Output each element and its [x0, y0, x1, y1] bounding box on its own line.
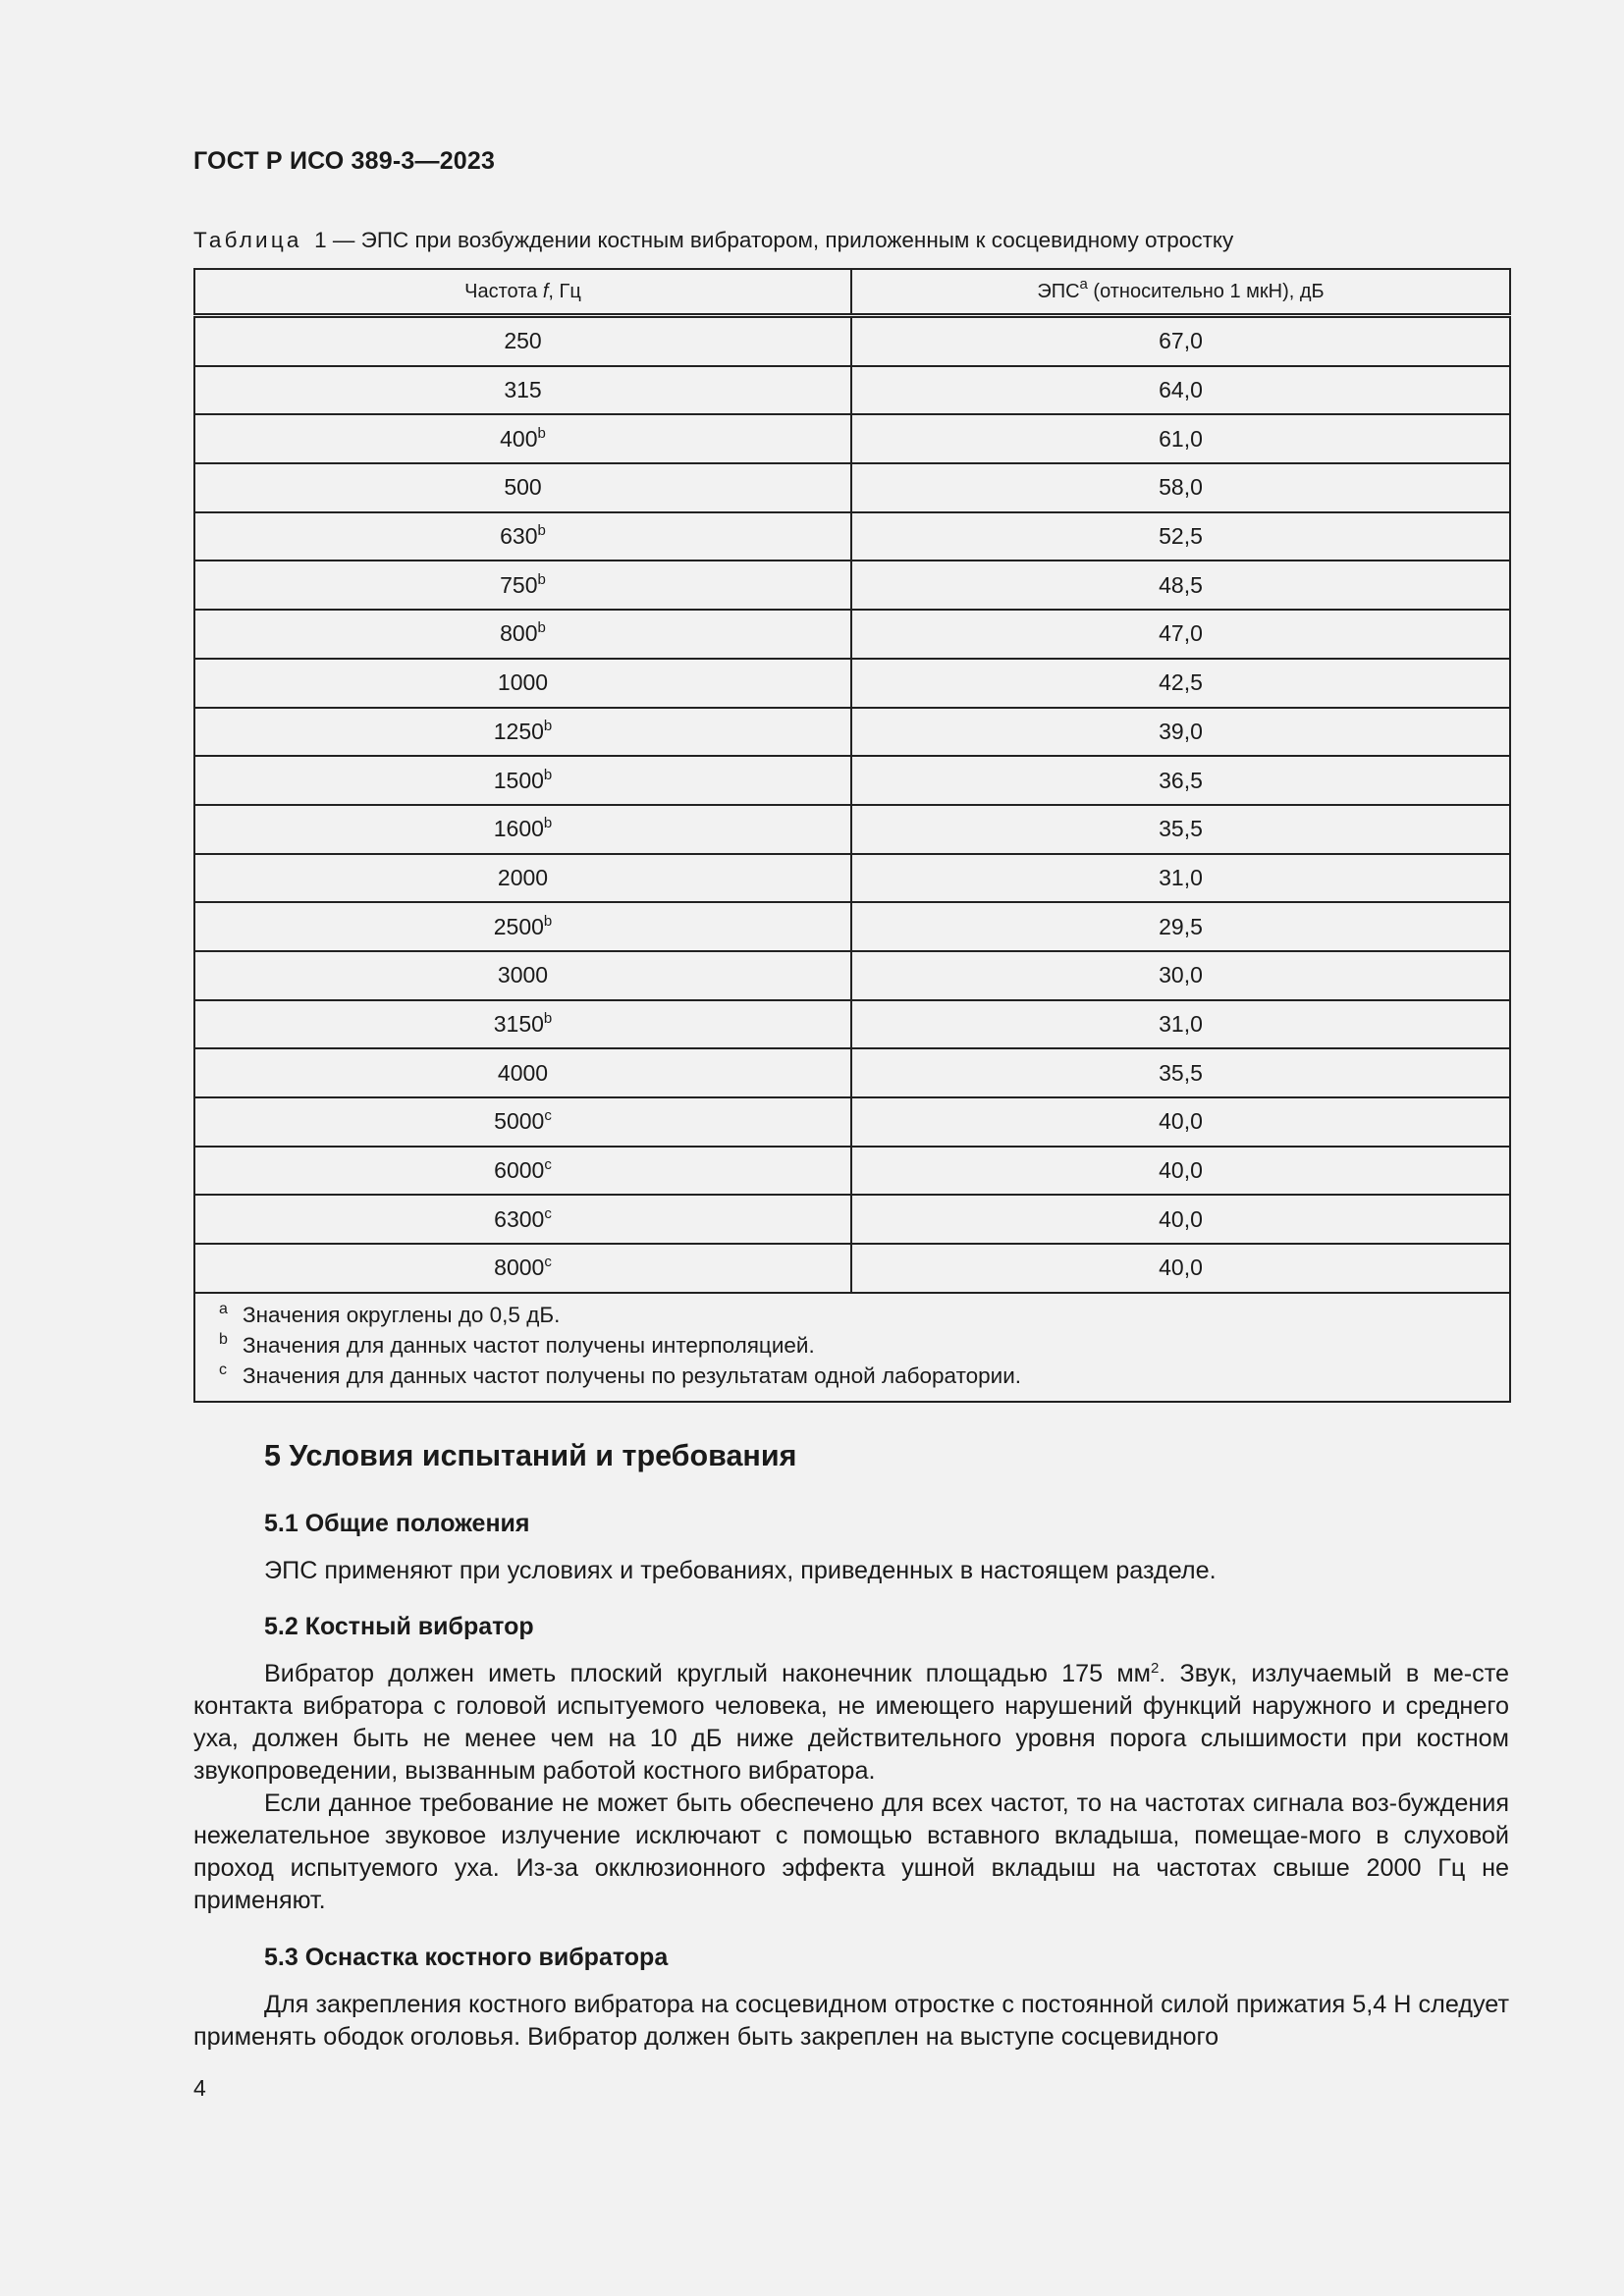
- table-row: [194, 659, 1510, 708]
- eps-value: 39,0: [1159, 718, 1203, 744]
- subsection-5-3-title: 5.3 Оснастка костного вибратора: [264, 1944, 669, 1971]
- eps-value-cell: [851, 512, 1510, 561]
- table-body: [194, 316, 1510, 1293]
- frequency-value: 2500: [493, 913, 544, 939]
- eps-value-cell: [851, 1000, 1510, 1049]
- eps-value: 48,5: [1159, 571, 1203, 598]
- table-row: [194, 1097, 1510, 1147]
- table-row: [194, 463, 1510, 512]
- eps-value-cell: [851, 1048, 1510, 1097]
- subsection-5-3-text: Для закрепления костного вибратора на сосцевидном отростке с постоянной силой прижатия 5,4 Н следует применять ободок оголовья. Вибратор должен быть закреплен на выступе сосцевидного: [193, 1991, 1509, 2051]
- eps-value: 30,0: [1159, 962, 1203, 988]
- column-header-frequency-prefix: Частота: [464, 280, 543, 302]
- area-unit-exponent: 2: [1150, 1660, 1160, 1677]
- eps-value: 42,5: [1159, 669, 1203, 696]
- eps-value-cell: [851, 1097, 1510, 1147]
- table-row: [194, 512, 1510, 561]
- note-mark: b: [219, 1330, 228, 1348]
- table-row: [194, 366, 1510, 415]
- note-mark: c: [219, 1361, 227, 1378]
- footnote-mark: b: [537, 522, 546, 540]
- footnote-mark: c: [544, 1107, 552, 1125]
- eps-value: 40,0: [1159, 1205, 1203, 1232]
- frequency-value: 400: [500, 425, 538, 452]
- table-row: [194, 902, 1510, 951]
- frequency-value: 3150: [493, 1010, 544, 1037]
- paragraph-text-part: Вибратор должен иметь плоский круглый наконечник площадью 175 мм: [264, 1660, 1151, 1687]
- frequency-cell: [194, 610, 851, 659]
- column-header-eps-prefix: ЭПС: [1037, 280, 1080, 302]
- eps-value-cell: [851, 805, 1510, 854]
- subsection-5-2-paragraph-1: [193, 1658, 1509, 1788]
- frequency-cell: [194, 1097, 851, 1147]
- table-row: [194, 561, 1510, 610]
- frequency-cell: [194, 805, 851, 854]
- eps-value: 52,5: [1159, 523, 1203, 550]
- frequency-value: 1000: [497, 669, 549, 696]
- eps-value-cell: [851, 1244, 1510, 1293]
- footnote-mark: c: [544, 1204, 552, 1222]
- eps-value: 40,0: [1159, 1108, 1203, 1135]
- eps-value: 31,0: [1159, 1010, 1203, 1037]
- frequency-value: 6000: [494, 1157, 545, 1184]
- eps-value: 35,5: [1159, 816, 1203, 842]
- table-row: [194, 316, 1510, 366]
- note-mark: a: [219, 1300, 228, 1317]
- footnote-mark: b: [543, 815, 553, 832]
- column-header-eps-suffix: (относительно 1 мкН), дБ: [1087, 280, 1325, 302]
- frequency-cell: [194, 756, 851, 805]
- eps-value: 29,5: [1159, 913, 1203, 939]
- eps-value-cell: [851, 366, 1510, 415]
- table-row: [194, 756, 1510, 805]
- column-header-frequency: [194, 269, 851, 316]
- eps-value: 40,0: [1159, 1157, 1203, 1184]
- frequency-value: 800: [500, 620, 538, 647]
- frequency-value: 1500: [493, 767, 544, 793]
- eps-value-cell: [851, 561, 1510, 610]
- eps-value-cell: [851, 1147, 1510, 1196]
- frequency-value: 6300: [494, 1205, 545, 1232]
- frequency-value: 4000: [497, 1059, 549, 1086]
- eps-value-cell: [851, 951, 1510, 1000]
- note-text: Значения для данных частот получены интерполяцией.: [243, 1332, 815, 1358]
- eps-value: 35,5: [1159, 1059, 1203, 1086]
- frequency-cell: [194, 951, 851, 1000]
- eps-value: 67,0: [1159, 328, 1203, 354]
- eps-value-cell: [851, 659, 1510, 708]
- frequency-cell: [194, 1000, 851, 1049]
- table-note: [219, 1330, 1509, 1361]
- eps-value-cell: [851, 610, 1510, 659]
- eps-value-cell: [851, 1195, 1510, 1244]
- frequency-cell: [194, 561, 851, 610]
- frequency-cell: [194, 1147, 851, 1196]
- eps-value: 61,0: [1159, 425, 1203, 452]
- frequency-value: 500: [504, 474, 542, 501]
- table-row: [194, 414, 1510, 463]
- eps-value: 47,0: [1159, 620, 1203, 647]
- frequency-cell: [194, 708, 851, 757]
- eps-value: 40,0: [1159, 1255, 1203, 1281]
- table-caption-label: Таблица: [193, 228, 302, 252]
- frequency-cell: [194, 366, 851, 415]
- document-header: ГОСТ Р ИСО 389-3—2023: [193, 147, 496, 175]
- frequency-cell: [194, 463, 851, 512]
- column-header-frequency-var: f: [542, 280, 549, 302]
- table-notes: [194, 1293, 1510, 1402]
- table-row: [194, 610, 1510, 659]
- table-caption: [193, 228, 1233, 253]
- footnote-mark: b: [537, 619, 546, 637]
- note-text: Значения округлены до 0,5 дБ.: [243, 1302, 561, 1327]
- frequency-cell: [194, 1244, 851, 1293]
- frequency-value: 2000: [497, 864, 549, 890]
- table-row: [194, 1195, 1510, 1244]
- frequency-cell: [194, 512, 851, 561]
- footnote-mark: b: [543, 766, 553, 783]
- eps-table: [193, 268, 1511, 1403]
- frequency-value: 630: [500, 523, 538, 550]
- table-row: [194, 805, 1510, 854]
- table-caption-number: 1: [314, 228, 327, 252]
- frequency-cell: [194, 902, 851, 951]
- frequency-value: 8000: [494, 1255, 545, 1281]
- column-header-eps: [851, 269, 1510, 316]
- frequency-cell: [194, 1048, 851, 1097]
- frequency-cell: [194, 659, 851, 708]
- eps-value-cell: [851, 316, 1510, 366]
- table-header-row: [194, 269, 1510, 316]
- eps-value: 31,0: [1159, 864, 1203, 890]
- frequency-cell: [194, 854, 851, 903]
- eps-value: 36,5: [1159, 767, 1203, 793]
- table-note: [219, 1361, 1509, 1391]
- note-text: Значения для данных частот получены по результатам одной лаборатории.: [243, 1362, 1022, 1388]
- footnote-mark: b: [543, 717, 553, 734]
- eps-value-cell: [851, 414, 1510, 463]
- paragraph-text-part: . Звук, излучаемый в ме-сте контакта вибратора с головой испытуемого человека, не имеющего нарушений функций наружного и среднего уха, должен быть не менее чем на 10 дБ ниже действительного уровня порога слышимости при костном звукопроведении, вызванным работой костного вибратора.: [193, 1660, 1510, 1785]
- eps-value: 64,0: [1159, 377, 1203, 403]
- frequency-value: 1250: [493, 718, 544, 744]
- table-row: [194, 708, 1510, 757]
- frequency-value: 750: [500, 571, 538, 598]
- subsection-5-1-text: ЭПС применяют при условиях и требованиях, приведенных в настоящем разделе.: [264, 1557, 1217, 1584]
- footnote-mark: b: [543, 1009, 553, 1027]
- eps-value-cell: [851, 708, 1510, 757]
- column-header-eps-footnote-mark: a: [1079, 275, 1088, 293]
- frequency-value: 250: [504, 328, 542, 354]
- footnote-mark: c: [544, 1254, 552, 1271]
- subsection-5-2-title: 5.2 Костный вибратор: [264, 1613, 534, 1640]
- eps-value-cell: [851, 463, 1510, 512]
- table-row: [194, 1244, 1510, 1293]
- table-notes-row: [194, 1293, 1510, 1402]
- eps-value: 58,0: [1159, 474, 1203, 501]
- frequency-cell: [194, 316, 851, 366]
- eps-value-cell: [851, 756, 1510, 805]
- eps-value-cell: [851, 902, 1510, 951]
- page-number: 4: [193, 2075, 206, 2101]
- section-5-title: 5 Условия испытаний и требования: [264, 1439, 797, 1472]
- table-caption-text: — ЭПС при возбуждении костным вибратором, приложенным к сосцевидному отростку: [326, 228, 1234, 252]
- table-row: [194, 1000, 1510, 1049]
- table-row: [194, 1147, 1510, 1196]
- footnote-mark: b: [537, 570, 546, 588]
- eps-value-cell: [851, 854, 1510, 903]
- frequency-value: 5000: [494, 1108, 545, 1135]
- footnote-mark: b: [537, 424, 546, 442]
- footnote-mark: c: [544, 1156, 552, 1174]
- table-row: [194, 1048, 1510, 1097]
- frequency-value: 315: [504, 377, 542, 403]
- frequency-cell: [194, 1195, 851, 1244]
- table-row: [194, 854, 1510, 903]
- subsection-5-1-title: 5.1 Общие положения: [264, 1510, 530, 1537]
- subsection-5-2-paragraph-2: Если данное требование не может быть обеспечено для всех частот, то на частотах сигнала воз-буждения нежелательное звуковое излучение исключают с помощью вставного вкладыша, помещае-мого в слуховой проход испытуемого уха. Из-за окклюзионного эффекта ушной вкладыш на частотах свыше 2000 Гц не применяют.: [193, 1789, 1509, 1914]
- frequency-value: 1600: [493, 816, 544, 842]
- table-row: [194, 951, 1510, 1000]
- frequency-cell: [194, 414, 851, 463]
- table-note: [219, 1300, 1509, 1330]
- frequency-value: 3000: [497, 962, 549, 988]
- column-header-frequency-suffix: , Гц: [548, 280, 581, 302]
- footnote-mark: b: [543, 912, 553, 930]
